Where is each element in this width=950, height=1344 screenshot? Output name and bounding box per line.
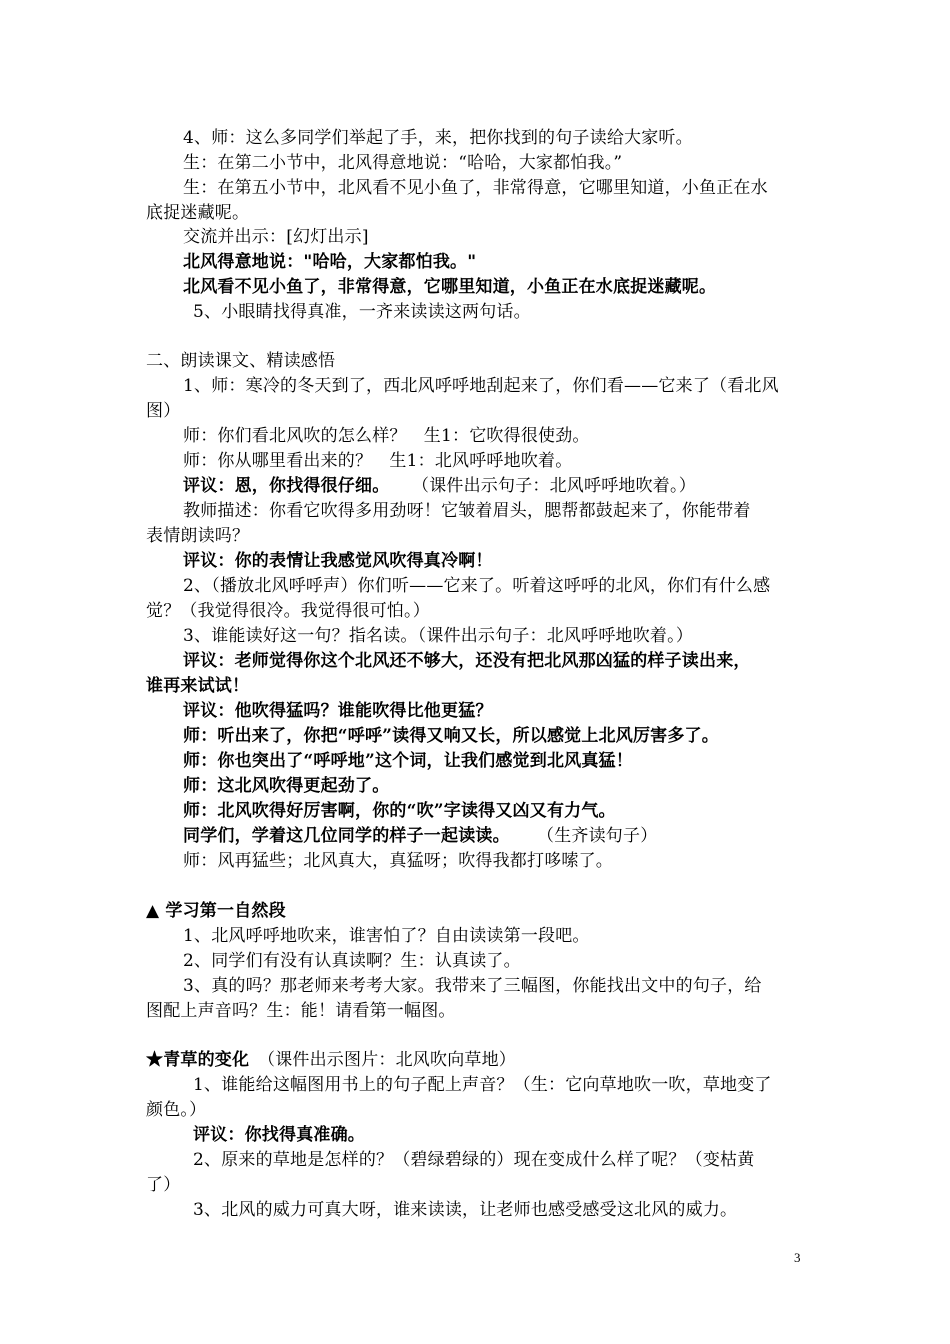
text-line: 表情朗读吗？ [146, 526, 250, 546]
text-line: 师：风再猛些；北风真大，真猛呀；吹得我都打哆嗦了。 [183, 851, 613, 871]
text-line: 评议：你的表情让我感觉风吹得真冷啊！ [183, 551, 493, 571]
text-line: 评议：恩，你找得很仔细。 [183, 476, 390, 496]
text-line: 二、朗读课文、精读感悟 [146, 351, 336, 371]
text-line: 师：你从哪里看出来的？ 生1：北风呼呼地吹着。 [183, 451, 573, 471]
text-line: 师：听出来了，你把“呼呼”读得又响又长，所以感觉上北风厉害多了。 [183, 726, 719, 746]
text-line: 了） [146, 1175, 181, 1195]
text-line: ▲ 学习第一自然段 [146, 901, 286, 921]
text-line: 同学们，学着这几位同学的样子一起读读。 [183, 826, 510, 846]
text-line: 师：你也突出了“呼呼地”这个词，让我们感觉到北风真猛！ [183, 751, 633, 771]
text-line: 生：在第五小节中，北风看不见小鱼了，非常得意，它哪里知道，小鱼正在水 [183, 178, 768, 198]
text-line: 生：在第二小节中，北风得意地说：“哈哈，大家都怕我。” [183, 153, 623, 173]
text-line: 3、真的吗？那老师来考考大家。我带来了三幅图，你能找出文中的句子，给 [183, 976, 762, 996]
text-line: ★青草的变化 [146, 1050, 250, 1070]
text-line: 1、北风呼呼地吹来，谁害怕了？自由读读第一段吧。 [183, 926, 590, 946]
text-line: 教师描述：你看它吹得多用劲呀！它皱着眉头，腮帮都鼓起来了，你能带着 [183, 501, 751, 521]
text-line: 北风得意地说："哈哈，大家都怕我。" [183, 252, 477, 272]
text-line: 评议：你找得真准确。 [193, 1125, 365, 1145]
text-line: 评议：老师觉得你这个北风还不够大，还没有把北风那凶猛的样子读出来， [183, 651, 751, 671]
text-line: 底捉迷藏呢。 [146, 203, 250, 223]
text-line: 2、同学们有没有认真读啊？生：认真读了。 [183, 951, 521, 971]
text-line: 3、谁能读好这一句？指名读。（课件出示句子：北风呼呼地吹着。） [183, 626, 694, 646]
text-line: （课件出示句子：北风呼呼地吹着。） [412, 476, 696, 496]
text-line: （生齐读句子） [537, 826, 658, 846]
text-line: 5、小眼睛找得真准，一齐来读读这两句话。 [193, 302, 531, 322]
text-line: 北风看不见小鱼了，非常得意，它哪里知道，小鱼正在水底捉迷藏呢。 [183, 277, 717, 297]
text-line: 1、谁能给这幅图用书上的句子配上声音？（生：它向草地吹一吹，草地变了 [193, 1075, 772, 1095]
text-line: 图） [146, 401, 181, 421]
text-line: 评议：他吹得猛吗？谁能吹得比他更猛？ [183, 701, 493, 721]
text-line: 师：你们看北风吹的怎么样？ 生1：它吹得很使劲。 [183, 426, 590, 446]
text-line: （课件出示图片：北风吹向草地） [258, 1050, 516, 1070]
text-line: 图配上声音吗？生：能！请看第一幅图。 [146, 1001, 456, 1021]
text-line: 觉？（我觉得很冷。我觉得很可怕。） [146, 601, 430, 621]
text-line: 3、北风的威力可真大呀，谁来读读，让老师也感受感受这北风的威力。 [193, 1200, 738, 1220]
text-line: 师：北风吹得好厉害啊，你的“吹”字读得又凶又有力气。 [183, 801, 616, 821]
text-line: 2、原来的草地是怎样的？（碧绿碧绿的）现在变成什么样了呢？（变枯黄 [193, 1150, 755, 1170]
text-line: 谁再来试试！ [146, 676, 250, 696]
page-number: 3 [794, 1250, 801, 1265]
text-line: 2、（播放北风呼呼声）你们听——它来了。听着这呼呼的北风，你们有什么感 [183, 576, 771, 596]
text-line: 师：这北风吹得更起劲了。 [183, 776, 390, 796]
text-line: 交流并出示：[幻灯出示] [183, 227, 369, 247]
text-line: 颜色。） [146, 1100, 207, 1120]
text-line: 1、师：寒冷的冬天到了，西北风呼呼地刮起来了，你们看——它来了（看北风 [183, 376, 779, 396]
text-line: 4、师：这么多同学们举起了手，来，把你找到的句子读给大家听。 [183, 128, 693, 148]
